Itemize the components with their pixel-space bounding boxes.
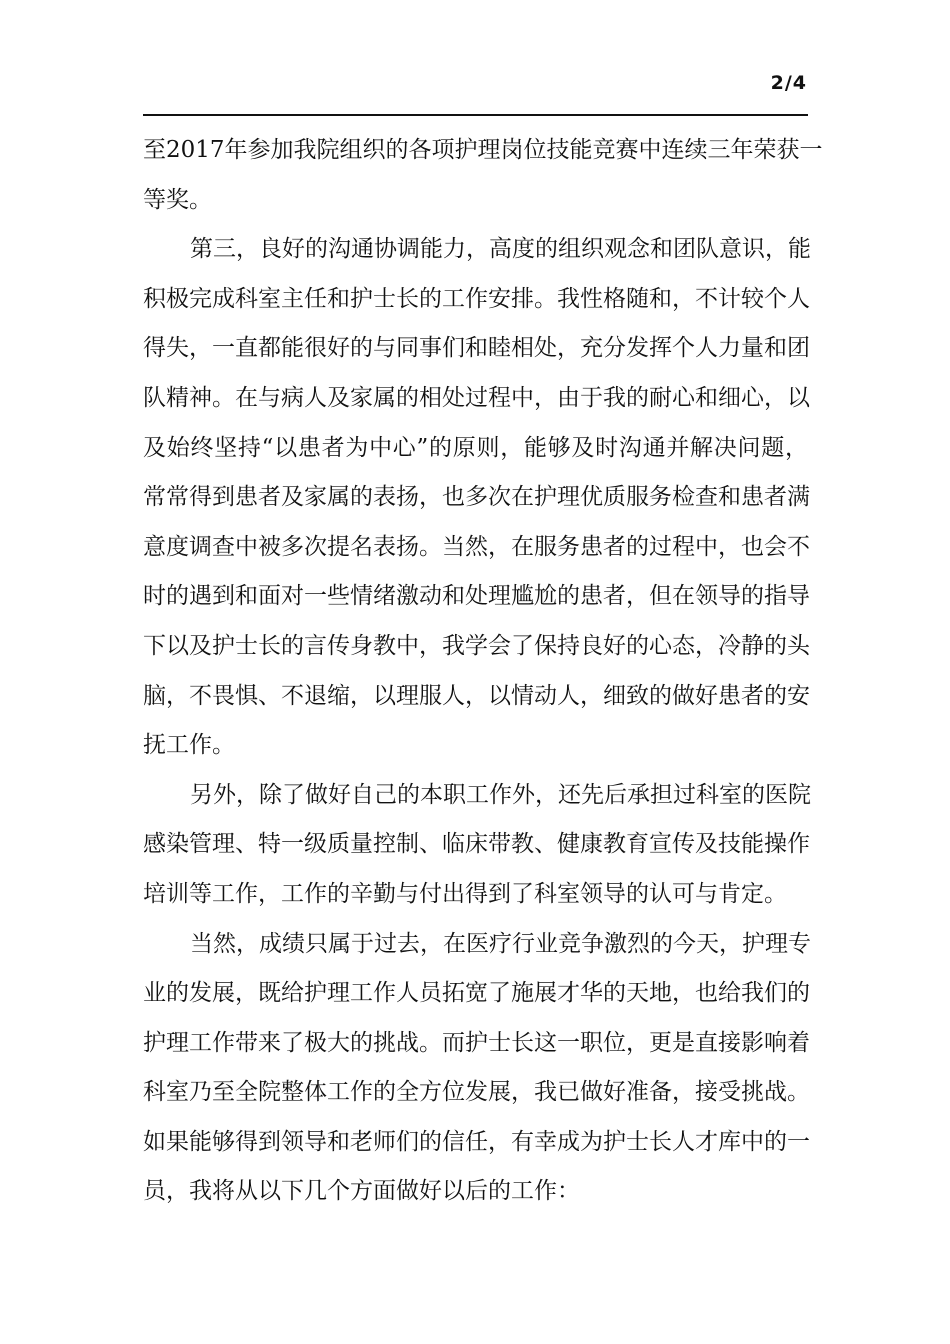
text-line: 脑，不畏惧、不退缩，以理服人，以情动人，细致的做好患者的安 <box>143 682 810 709</box>
text-line: 如果能够得到领导和老师们的信任，有幸成为护士长人才库中的一 <box>143 1128 810 1155</box>
text-line: 业的发展，既给护理工作人员拓宽了施展才华的天地，也给我们的 <box>143 980 810 1007</box>
text-line: 队精神。在与病人及家属的相处过程中，由于我的耐心和细心，以 <box>143 384 810 411</box>
page-number: 2/4 <box>770 72 807 94</box>
text-line: 当然，成绩只属于过去，在医疗行业竞争激烈的今天，护理专 <box>190 930 811 957</box>
text-line: 至2017年参加我院组织的各项护理岗位技能竞赛中连续三年荣获一 <box>143 137 823 163</box>
text-line: 感染管理、特一级质量控制、临床带教、健康教育宣传及技能操作 <box>143 831 810 858</box>
text-line: 培训等工作，工作的辛勤与付出得到了科室领导的认可与肯定。 <box>143 880 787 907</box>
text-line: 意度调查中被多次提名表扬。当然，在服务患者的过程中，也会不 <box>143 533 810 560</box>
text-line: 常常得到患者及家属的表扬，也多次在护理优质服务检查和患者满 <box>143 484 810 511</box>
text-line: 护理工作带来了极大的挑战。而护士长这一职位，更是直接影响着 <box>143 1029 810 1056</box>
text-line: 抚工作。 <box>143 732 235 759</box>
text-line: 及始终坚持“以患者为中心”的原则，能够及时沟通并解决问题， <box>143 434 808 461</box>
text-line: 得失，一直都能很好的与同事们和睦相处，充分发挥个人力量和团 <box>143 335 810 362</box>
text-line: 第三，良好的沟通协调能力，高度的组织观念和团队意识，能 <box>190 236 811 263</box>
text-line: 下以及护士长的言传身教中，我学会了保持良好的心态，冷静的头 <box>143 632 810 659</box>
text-line: 科室乃至全院整体工作的全方位发展，我已做好准备，接受挑战。 <box>143 1079 810 1106</box>
text-line: 时的遇到和面对一些情绪激动和处理尴尬的患者，但在领导的指导 <box>143 583 810 610</box>
document-body <box>143 126 823 1217</box>
text-line: 等奖。 <box>143 186 212 213</box>
header-divider <box>143 114 808 116</box>
text-line: 员，我将从以下几个方面做好以后的工作： <box>143 1178 580 1205</box>
text-line: 另外，除了做好自己的本职工作外，还先后承担过科室的医院 <box>190 781 811 808</box>
text-line: 积极完成科室主任和护士长的工作安排。我性格随和，不计较个人 <box>143 285 810 312</box>
